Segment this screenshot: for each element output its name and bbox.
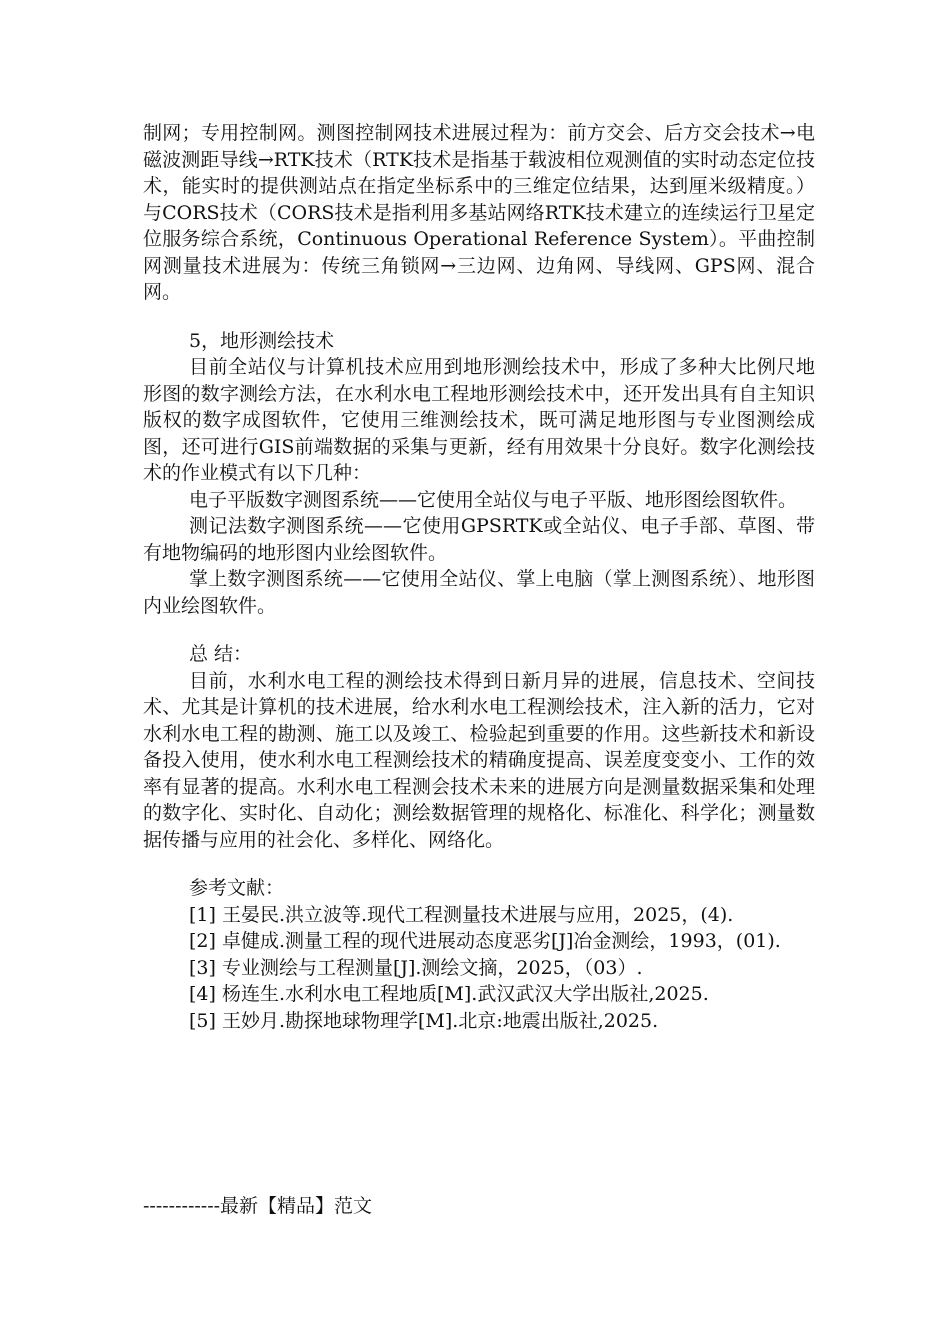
summary-heading: 总 结： — [189, 643, 253, 665]
reference-item: [2] 卓健成.测量工程的现代进展动态度恶劣[J]冶金测绘，1993，(01). — [189, 930, 781, 952]
intro-paragraph: 制网；专用控制网。测图控制网技术进展过程为：前方交会、后方交会技术→电磁波测距导线→RTK技术（RTK技术是指基于载波相位观测值的实时动态定位技术，能实时的提供测站点在指定坐标系中的三维定位结果，达到厘米级精度。）与CORS技术（CORS技术是指利用多基站网络RTK技术建立的连续运行卫星定位服务综合系统，Continuous Operational Reference System）。平曲控制网测量技术进展为：传统三角锁网→三边网、边角网、导线网、GPS网、混合网。 — [143, 122, 815, 303]
body-paragraph: 目前全站仪与计算机技术应用到地形测绘技术中，形成了多种大比例尺地形图的数字测绘方法，在水利水电工程地形测绘技术中，还开发出具有自主知识版权的数字成图软件，它使用三维测绘技术，既可满足地形图与专业图测绘成图，还可进行GIS前端数据的采集与更新，经有用效果十分良好。数字化测绘技术的作业模式有以下几种： — [143, 356, 815, 484]
spacer — [143, 306, 815, 328]
summary-paragraph: 目前，水利水电工程的测绘技术得到日新月异的进展，信息技术、空间技术、尤其是计算机的技术进展，给水利水电工程测绘技术，注入新的活力，它对水利水电工程的勘测、施工以及竣工、检验起到重要的作用。这些新技术和新设备投入使用，使水利水电工程测绘技术的精确度提高、误差度变变小、工作的效率有显著的提高。水利水电工程测会技术未来的进展方向是测量数据采集和处理的数字化、实时化、自动化；测绘数据管理的规格化、标准化、科学化；测量数据传播与应用的社会化、多样化、网络化。 — [143, 669, 815, 851]
reference-item: [3] 专业测绘与工程测量[J].测绘文摘，2025，（03）. — [189, 956, 643, 979]
body-paragraph: 测记法数字测图系统——它使用GPSRTK或全站仪、电子手部、草图、带有地物编码的地形图内业绘图软件。 — [143, 515, 815, 564]
footer-text: ------------最新【精品】范文 — [143, 1195, 373, 1217]
body-paragraph: 掌上数字测图系统——它使用全站仪、掌上电脑（掌上测图系统）、地形图内业绘图软件。 — [143, 568, 815, 617]
document-body — [143, 120, 815, 1034]
spacer — [143, 619, 815, 641]
reference-item: [5] 王妙月.勘探地球物理学[M].北京:地震出版社,2025. — [189, 1009, 659, 1032]
reference-item: [1] 王晏民.洪立波等.现代工程测量技术进展与应用，2025，(4). — [189, 903, 734, 926]
section-heading-terrain-mapping: 5，地形测绘技术 — [189, 329, 335, 352]
body-paragraph: 电子平版数字测图系统——它使用全站仪与电子平版、地形图绘图软件。 — [189, 488, 798, 511]
references-heading: 参考文献： — [189, 877, 285, 899]
reference-item: [4] 杨连生.水利水电工程地质[M].武汉武汉大学出版社,2025. — [189, 983, 709, 1005]
spacer — [143, 853, 815, 875]
